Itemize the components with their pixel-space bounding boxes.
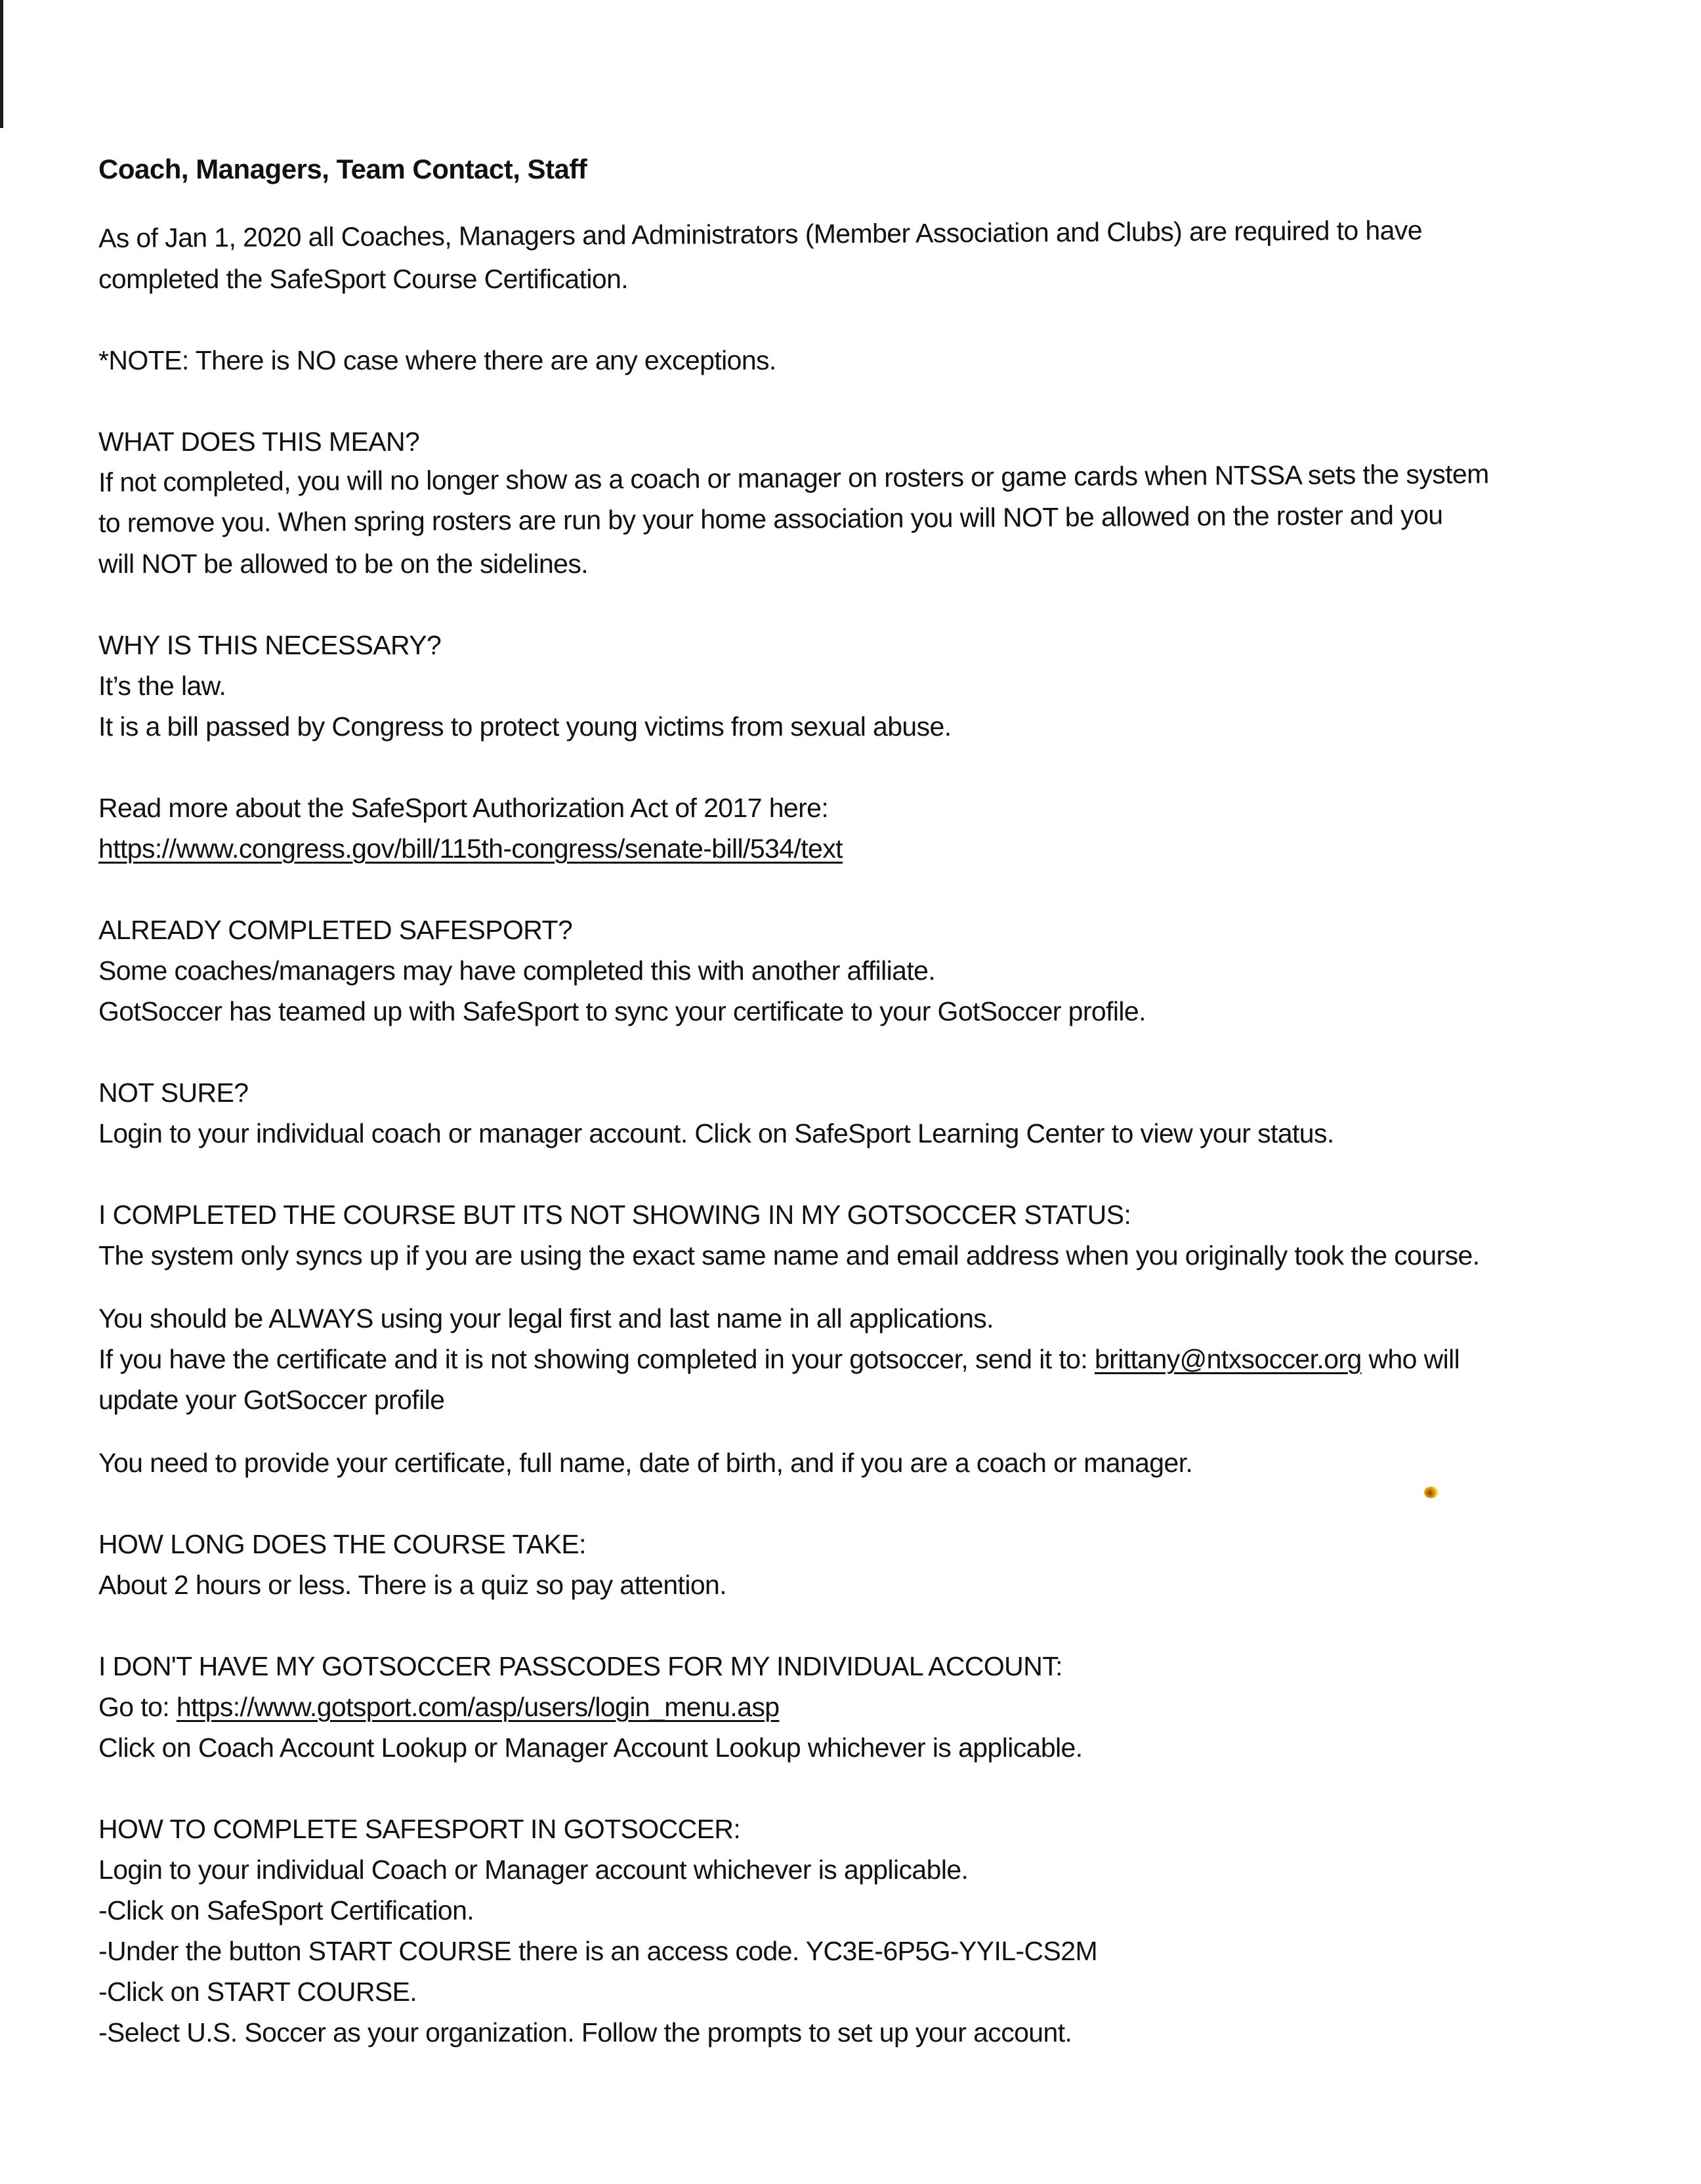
section-heading: HOW TO COMPLETE SAFESPORT IN GOTSOCCER: bbox=[98, 1814, 741, 1844]
section-line: update your GotSoccer profile bbox=[98, 1385, 445, 1415]
section-heading: NOT SURE? bbox=[98, 1078, 249, 1108]
send-suffix: who will bbox=[1361, 1344, 1460, 1374]
no-passcodes-section bbox=[98, 1646, 1634, 1768]
section-line: Login to your individual coach or manager account. Click on SafeSport Learning Center to view your status. bbox=[98, 1118, 1334, 1148]
note-section bbox=[98, 340, 1634, 381]
section-heading: I COMPLETED THE COURSE BUT ITS NOT SHOWING IN MY GOTSOCCER STATUS: bbox=[98, 1200, 1131, 1230]
email-link[interactable]: brittany@ntxsoccer.org bbox=[1094, 1344, 1362, 1374]
section-line: Click on Coach Account Lookup or Manager Account Lookup whichever is applicable. bbox=[98, 1732, 1083, 1763]
section-heading: ALREADY COMPLETED SAFESPORT? bbox=[98, 915, 573, 945]
step-line: -Under the button START COURSE there is an access code. YC3E-6P5G-YYIL-CS2M bbox=[98, 1936, 1098, 1966]
section-line: will NOT be allowed to be on the sidelines. bbox=[98, 549, 589, 579]
section-heading: HOW LONG DOES THE COURSE TAKE: bbox=[98, 1529, 586, 1559]
provide-info-line: You need to provide your certificate, full name, date of birth, and if you are a coach or manager. bbox=[98, 1448, 1193, 1478]
intro-line: completed the SafeSport Course Certification. bbox=[98, 264, 629, 294]
section-heading: WHAT DOES THIS MEAN? bbox=[98, 427, 420, 457]
note-text: *NOTE: There is NO case where there are any exceptions. bbox=[98, 345, 776, 375]
intro-line: As of Jan 1, 2020 all Coaches, Managers and Administrators (Member Association and Clubs) are required to have bbox=[98, 215, 1423, 253]
section-line: About 2 hours or less. There is a quiz so pay attention. bbox=[98, 1570, 727, 1600]
goto-prefix: Go to: bbox=[98, 1692, 177, 1722]
step-line: -Select U.S. Soccer as your organization. Follow the prompts to set up your account. bbox=[98, 2017, 1072, 2048]
gotsport-login-link[interactable]: https://www.gotsport.com/asp/users/login_menu.asp bbox=[176, 1692, 780, 1722]
section-line: It’s the law. bbox=[98, 671, 226, 701]
step-line: Login to your individual Coach or Manager account whichever is applicable. bbox=[98, 1855, 969, 1885]
not-showing-section bbox=[98, 1194, 1634, 1483]
goto-line bbox=[98, 1687, 1634, 1727]
send-certificate-line bbox=[98, 1339, 1634, 1379]
step-line: -Click on START COURSE. bbox=[98, 1977, 417, 2007]
intro-section bbox=[98, 215, 1634, 299]
document-title: Coach, Managers, Team Contact, Staff bbox=[98, 154, 587, 184]
step-line: -Click on SafeSport Certification. bbox=[98, 1895, 474, 1925]
section-line: Some coaches/managers may have completed this with another affiliate. bbox=[98, 956, 936, 986]
read-more-text: Read more about the SafeSport Authorization Act of 2017 here: bbox=[98, 793, 829, 823]
what-does-this-mean-section bbox=[98, 421, 1634, 584]
section-heading: WHY IS THIS NECESSARY? bbox=[98, 630, 442, 660]
section-line: to remove you. When spring rosters are run by your home association you will NOT be allowed on the roster and you bbox=[98, 499, 1443, 538]
section-heading: I DON'T HAVE MY GOTSOCCER PASSCODES FOR MY INDIVIDUAL ACCOUNT: bbox=[98, 1651, 1062, 1681]
send-prefix: If you have the certificate and it is not showing completed in your gotsoccer, send it to: bbox=[98, 1344, 1095, 1374]
how-to-complete-section bbox=[98, 1809, 1634, 2053]
not-sure-section bbox=[98, 1072, 1634, 1154]
why-necessary-section bbox=[98, 625, 1634, 747]
document-page bbox=[98, 150, 1634, 2093]
section-line: If not completed, you will no longer show as a coach or manager on rosters or game cards when NTSSA sets the system bbox=[98, 459, 1489, 497]
already-completed-section bbox=[98, 910, 1634, 1032]
section-line: It is a bill passed by Congress to protect young victims from sexual abuse. bbox=[98, 711, 952, 742]
scan-border-mark bbox=[0, 0, 3, 128]
section-line: The system only syncs up if you are using the exact same name and email address when you originally took the course. bbox=[98, 1240, 1480, 1270]
section-line: GotSoccer has teamed up with SafeSport to sync your certificate to your GotSoccer profile. bbox=[98, 996, 1146, 1026]
how-long-section bbox=[98, 1524, 1634, 1605]
congress-bill-link[interactable]: https://www.congress.gov/bill/115th-congress/senate-bill/534/text bbox=[98, 833, 843, 864]
always-legal-name-line: You should be ALWAYS using your legal first and last name in all applications. bbox=[98, 1303, 994, 1334]
read-more-section bbox=[98, 788, 1634, 869]
